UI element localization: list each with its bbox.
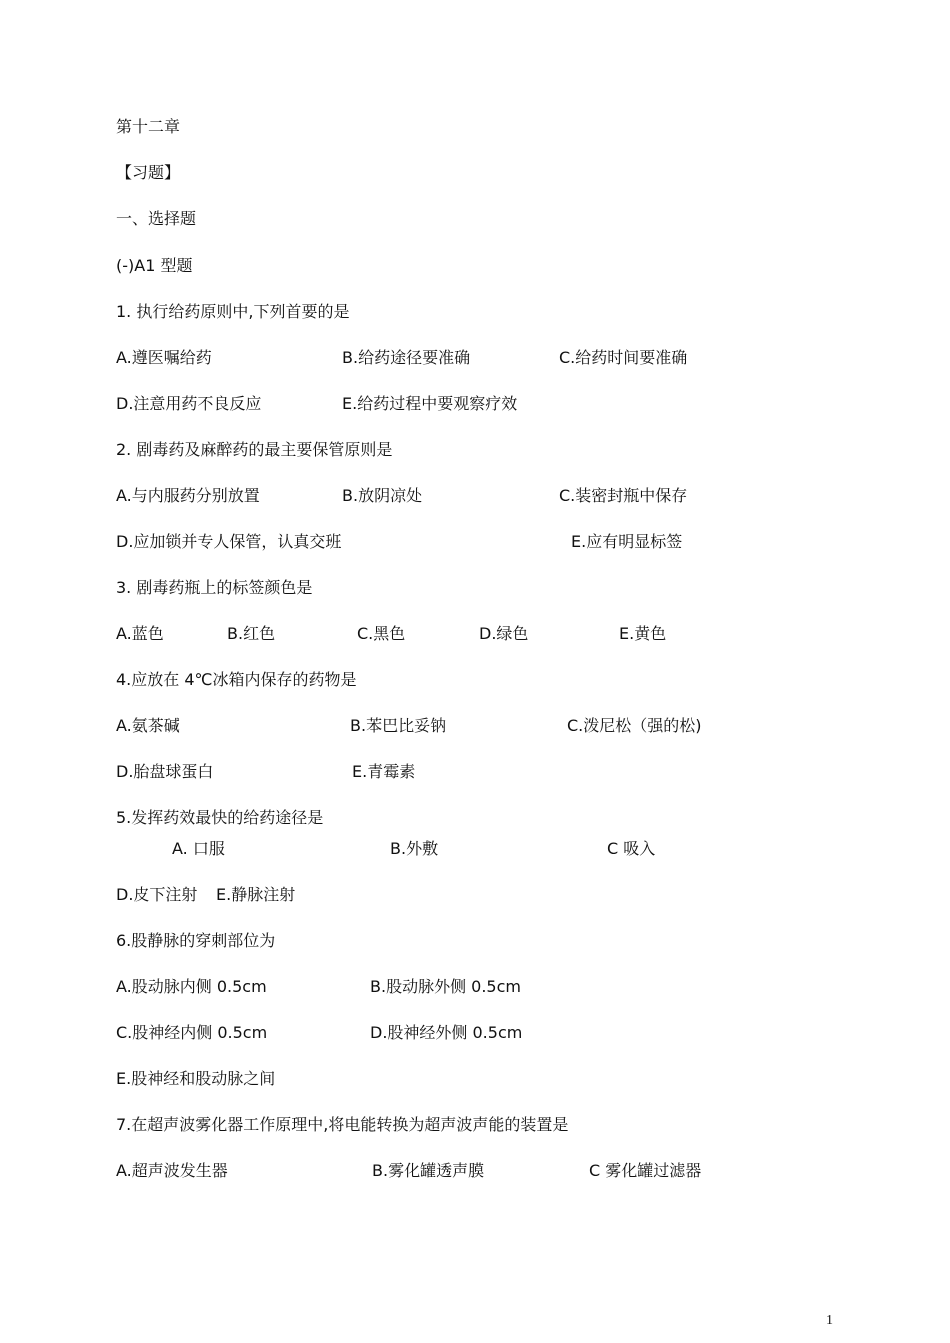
q6-option-d: D.股神经外侧 0.5cm	[370, 1023, 523, 1042]
q1-option-e: E.给药过程中要观察疗效	[342, 394, 518, 413]
q4-option-a: A.氨茶碱	[116, 716, 180, 735]
q1-option-a: A.遵医嘱给药	[116, 348, 212, 367]
question-2-stem: 2. 剧毒药及麻醉药的最主要保管原则是	[116, 440, 393, 459]
q2-option-a: A.与内服药分别放置	[116, 486, 260, 505]
question-7-stem: 7.在超声波雾化器工作原理中,将电能转换为超声波声能的装置是	[116, 1115, 569, 1134]
q5-option-a: A. 口服	[172, 839, 225, 858]
question-1-stem: 1. 执行给药原则中,下列首要的是	[116, 302, 350, 321]
q3-option-a: A.蓝色	[116, 624, 164, 643]
q4-option-e: E.青霉素	[352, 762, 416, 781]
q7-option-c: C 雾化罐过滤器	[589, 1161, 702, 1180]
q1-option-c: C.给药时间要准确	[559, 348, 688, 367]
question-6-stem: 6.股静脉的穿刺部位为	[116, 931, 276, 950]
q1-option-b: B.给药途径要准确	[342, 348, 471, 367]
part-heading: 一、选择题	[116, 209, 197, 228]
q5-option-d: D.皮下注射	[116, 885, 198, 904]
q4-option-c: C.泼尼松（强的松)	[567, 716, 702, 735]
question-3-stem: 3. 剧毒药瓶上的标签颜色是	[116, 578, 313, 597]
chapter-title: 第十二章	[116, 117, 181, 136]
question-4-stem: 4.应放在 4℃冰箱内保存的药物是	[116, 670, 357, 689]
q3-option-d: D.绿色	[479, 624, 529, 643]
q3-option-c: C.黑色	[357, 624, 406, 643]
q1-option-d: D.注意用药不良反应	[116, 394, 262, 413]
q5-option-e: E.静脉注射	[216, 885, 296, 904]
q5-option-c: C 吸入	[607, 839, 656, 858]
q6-option-e: E.股神经和股动脉之间	[116, 1069, 276, 1088]
q6-option-c: C.股神经内侧 0.5cm	[116, 1023, 268, 1042]
q2-option-d: D.应加锁并专人保管，认真交班	[116, 532, 342, 551]
q7-option-a: A.超声波发生器	[116, 1161, 228, 1180]
q2-option-e: E.应有明显标签	[571, 532, 683, 551]
q3-option-e: E.黄色	[619, 624, 667, 643]
q2-option-b: B.放阴凉处	[342, 486, 423, 505]
question-5-stem: 5.发挥药效最快的给药途径是	[116, 808, 324, 827]
q5-option-b: B.外敷	[390, 839, 439, 858]
q6-option-a: A.股动脉内侧 0.5cm	[116, 977, 267, 996]
page-number: 1	[826, 1313, 833, 1328]
q7-option-b: B.雾化罐透声膜	[372, 1161, 485, 1180]
q3-option-b: B.红色	[227, 624, 276, 643]
q4-option-d: D.胎盘球蛋白	[116, 762, 214, 781]
section-heading: 【习题】	[116, 163, 181, 182]
q4-option-b: B.苯巴比妥钠	[350, 716, 447, 735]
q6-option-b: B.股动脉外侧 0.5cm	[370, 977, 521, 996]
q2-option-c: C.装密封瓶中保存	[559, 486, 688, 505]
subpart-heading: (-)A1 型题	[116, 256, 193, 275]
